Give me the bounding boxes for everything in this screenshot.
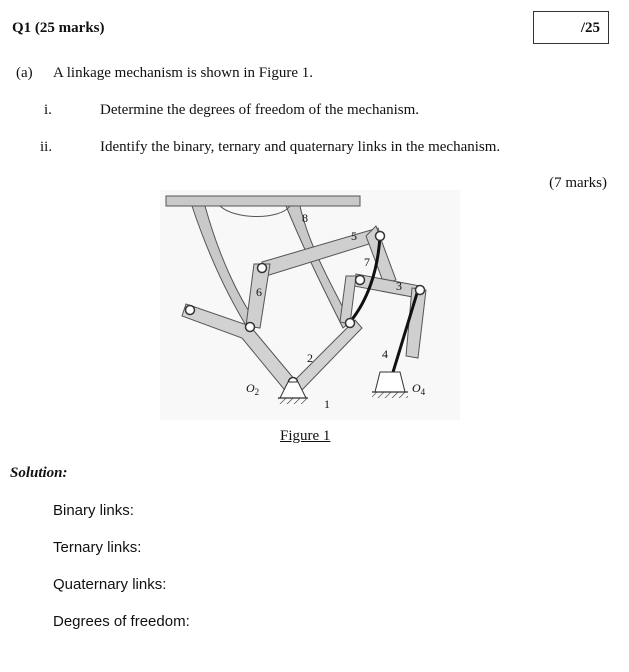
binary-links-line: Binary links: <box>53 502 134 519</box>
marks-box <box>533 11 609 44</box>
label-link-2: 2 <box>307 351 313 365</box>
label-link-6: 6 <box>256 285 262 299</box>
quaternary-links-line: Quaternary links: <box>53 576 167 593</box>
label-o4: $O_4$ <box>412 381 426 397</box>
item-ii-text: Identify the binary, ternary and quaternary links in the mechanism. <box>100 139 501 155</box>
label-link-3: 3 <box>396 279 402 293</box>
label-link-4: 4 <box>382 347 388 361</box>
question-title: Q1 (25 marks) <box>12 20 105 36</box>
part-a-marks: (7 marks) <box>549 175 607 191</box>
item-i-number: i. <box>44 102 52 118</box>
item-ii-number: ii. <box>40 139 53 155</box>
label-link-7: 7 <box>364 255 370 269</box>
part-a-text: A linkage mechanism is shown in Figure 1. <box>53 65 313 81</box>
label-o2: $O_2$ <box>246 381 260 397</box>
marks-box-value: /25 <box>580 20 600 36</box>
degrees-of-freedom-line: Degrees of freedom: <box>53 613 190 630</box>
label-link-5: 5 <box>351 229 357 243</box>
figure-caption: Figure 1 <box>280 428 331 444</box>
solution-label: Solution: <box>10 465 68 481</box>
linkage-figure <box>150 180 480 430</box>
label-link-1: 1 <box>324 397 330 411</box>
item-i-text: Determine the degrees of freedom of the mechanism. <box>100 102 420 118</box>
part-a-label: (a) <box>16 65 33 81</box>
ternary-links-line: Ternary links: <box>53 539 142 556</box>
label-link-8: 8 <box>302 211 308 225</box>
